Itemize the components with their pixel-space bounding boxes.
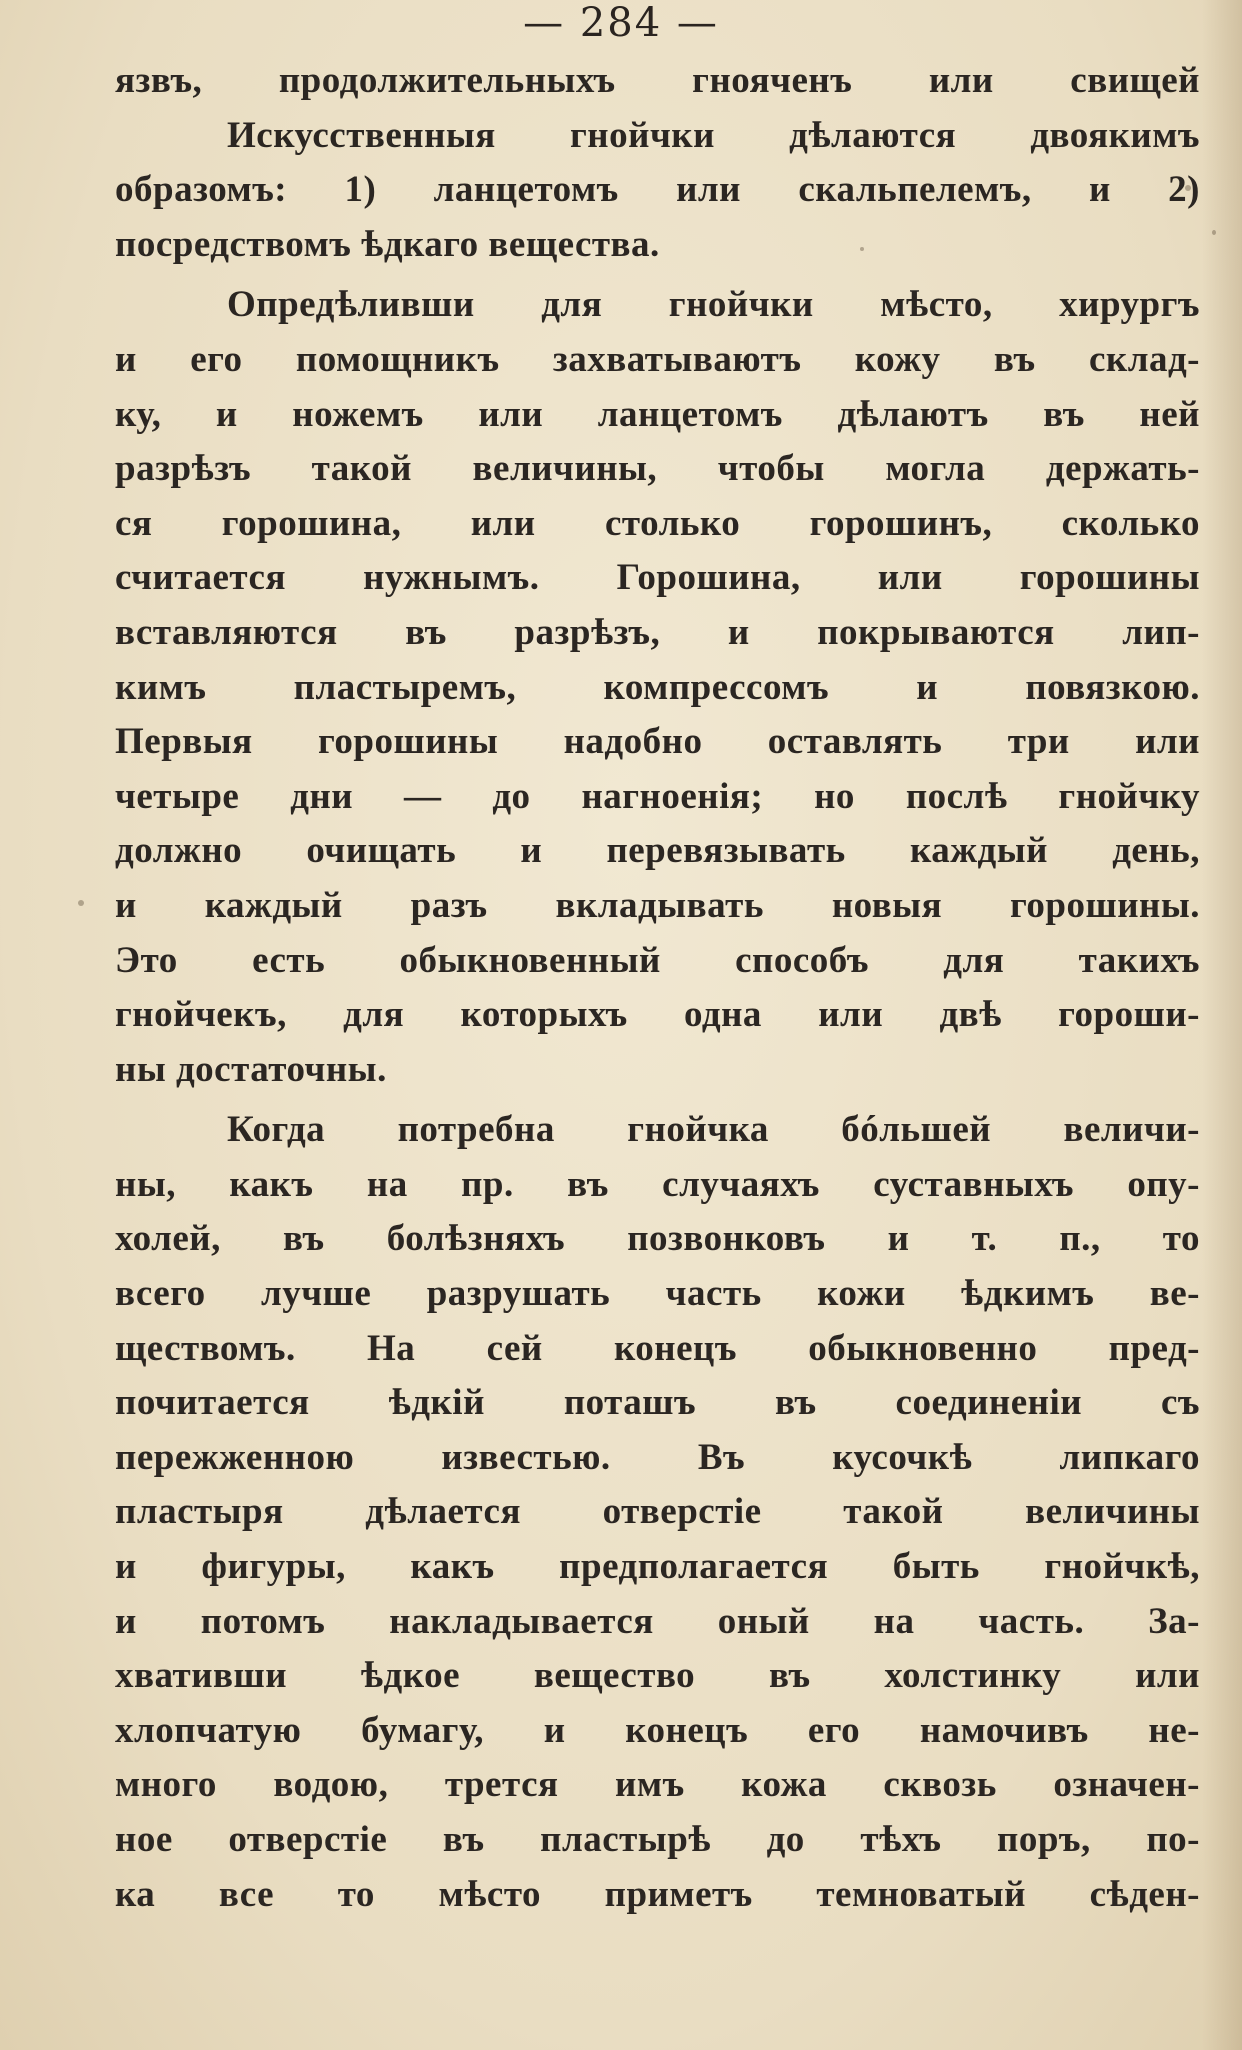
body-text: [115, 54, 1200, 1922]
text-line: ны достаточны.: [115, 1048, 387, 1090]
text-line: считается нужнымъ. Горошина, или горошины: [115, 557, 1200, 599]
text-line: Когда потребна гнойчка бóльшей величи-: [227, 1109, 1200, 1151]
text-line: Первыя горошины надобно оставлять три или: [115, 721, 1200, 763]
text-line: язвъ, продолжительныхъ гнояченъ или свищей: [115, 60, 1200, 101]
ink-speck: [1212, 230, 1216, 235]
text-line: посредствомъ ѣдкаго вещества.: [115, 223, 660, 265]
text-line: ны, какъ на пр. въ случаяхъ суставныхъ опу-: [115, 1163, 1200, 1205]
text-line: всего лучше разрушать часть кожи ѣдкимъ ве-: [115, 1273, 1200, 1315]
text-line: Искусственныя гнойчки дѣлаются двоякимъ: [227, 114, 1200, 156]
text-line: четыре дни — до нагноенія; но послѣ гнойчку: [115, 775, 1200, 817]
text-line: кимъ пластыремъ, компрессомъ и повязкою.: [115, 666, 1200, 708]
text-line: и каждый разъ вкладывать новыя горошины.: [115, 884, 1200, 926]
text-line: почитается ѣдкій поташъ въ соединеніи съ: [115, 1382, 1200, 1424]
text-line: и его помощникъ захватываютъ кожу въ склад-: [115, 338, 1200, 380]
text-line: хлопчатую бумагу, и конецъ его намочивъ не-: [115, 1709, 1200, 1751]
text-line: ся горошина, или столько горошинъ, сколько: [115, 502, 1200, 544]
text-line: гнойчекъ, для которыхъ одна или двѣ горoши-: [115, 994, 1200, 1036]
text-line: пластыря дѣлается отверстіе такой величины: [115, 1491, 1200, 1533]
text-line: ка все то мѣсто приметъ темноватый сѣден-: [115, 1873, 1200, 1915]
text-line: вставляются въ разрѣзъ, и покрываются лип-: [115, 611, 1200, 653]
ink-speck: [78, 900, 84, 906]
text-line: ществомъ. На сей конецъ обыкновенно пред-: [115, 1327, 1200, 1369]
text-line: холей, въ болѣзняхъ позвонковъ и т. п., то: [115, 1218, 1200, 1260]
text-line: и фигуры, какъ предполагается быть гнойчкѣ,: [115, 1546, 1200, 1588]
text-line: Опредѣливши для гнойчки мѣсто, хирургъ: [227, 284, 1200, 326]
text-line: много водою, трется имъ кожа сквозь означен-: [115, 1764, 1200, 1806]
text-line: пережженною известью. Въ кусочкѣ липкаго: [115, 1436, 1200, 1478]
text-line: и потомъ накладывается оный на часть. За-: [115, 1600, 1200, 1642]
text-line: разрѣзъ такой величины, чтобы могла держать-: [115, 448, 1200, 490]
page-edge-shadow: [1202, 0, 1242, 2050]
ink-speck: [1185, 185, 1191, 191]
text-line: хвативши ѣдкое вещество въ холстинку или: [115, 1655, 1200, 1697]
text-line: ное отверстіе въ пластырѣ до тѣхъ поръ, по-: [115, 1819, 1200, 1860]
text-line: ку, и ножемъ или ланцетомъ дѣлаютъ въ ней: [115, 393, 1200, 435]
text-line: Это есть обыкновенный способъ для такихъ: [115, 939, 1200, 981]
ink-speck: [860, 247, 864, 251]
page-number: — 284 —: [523, 0, 719, 46]
text-line: образомъ: 1) ланцетомъ или скальпелемъ, и 2): [115, 169, 1200, 211]
text-line: должно очищать и перевязывать каждый день,: [115, 830, 1200, 872]
